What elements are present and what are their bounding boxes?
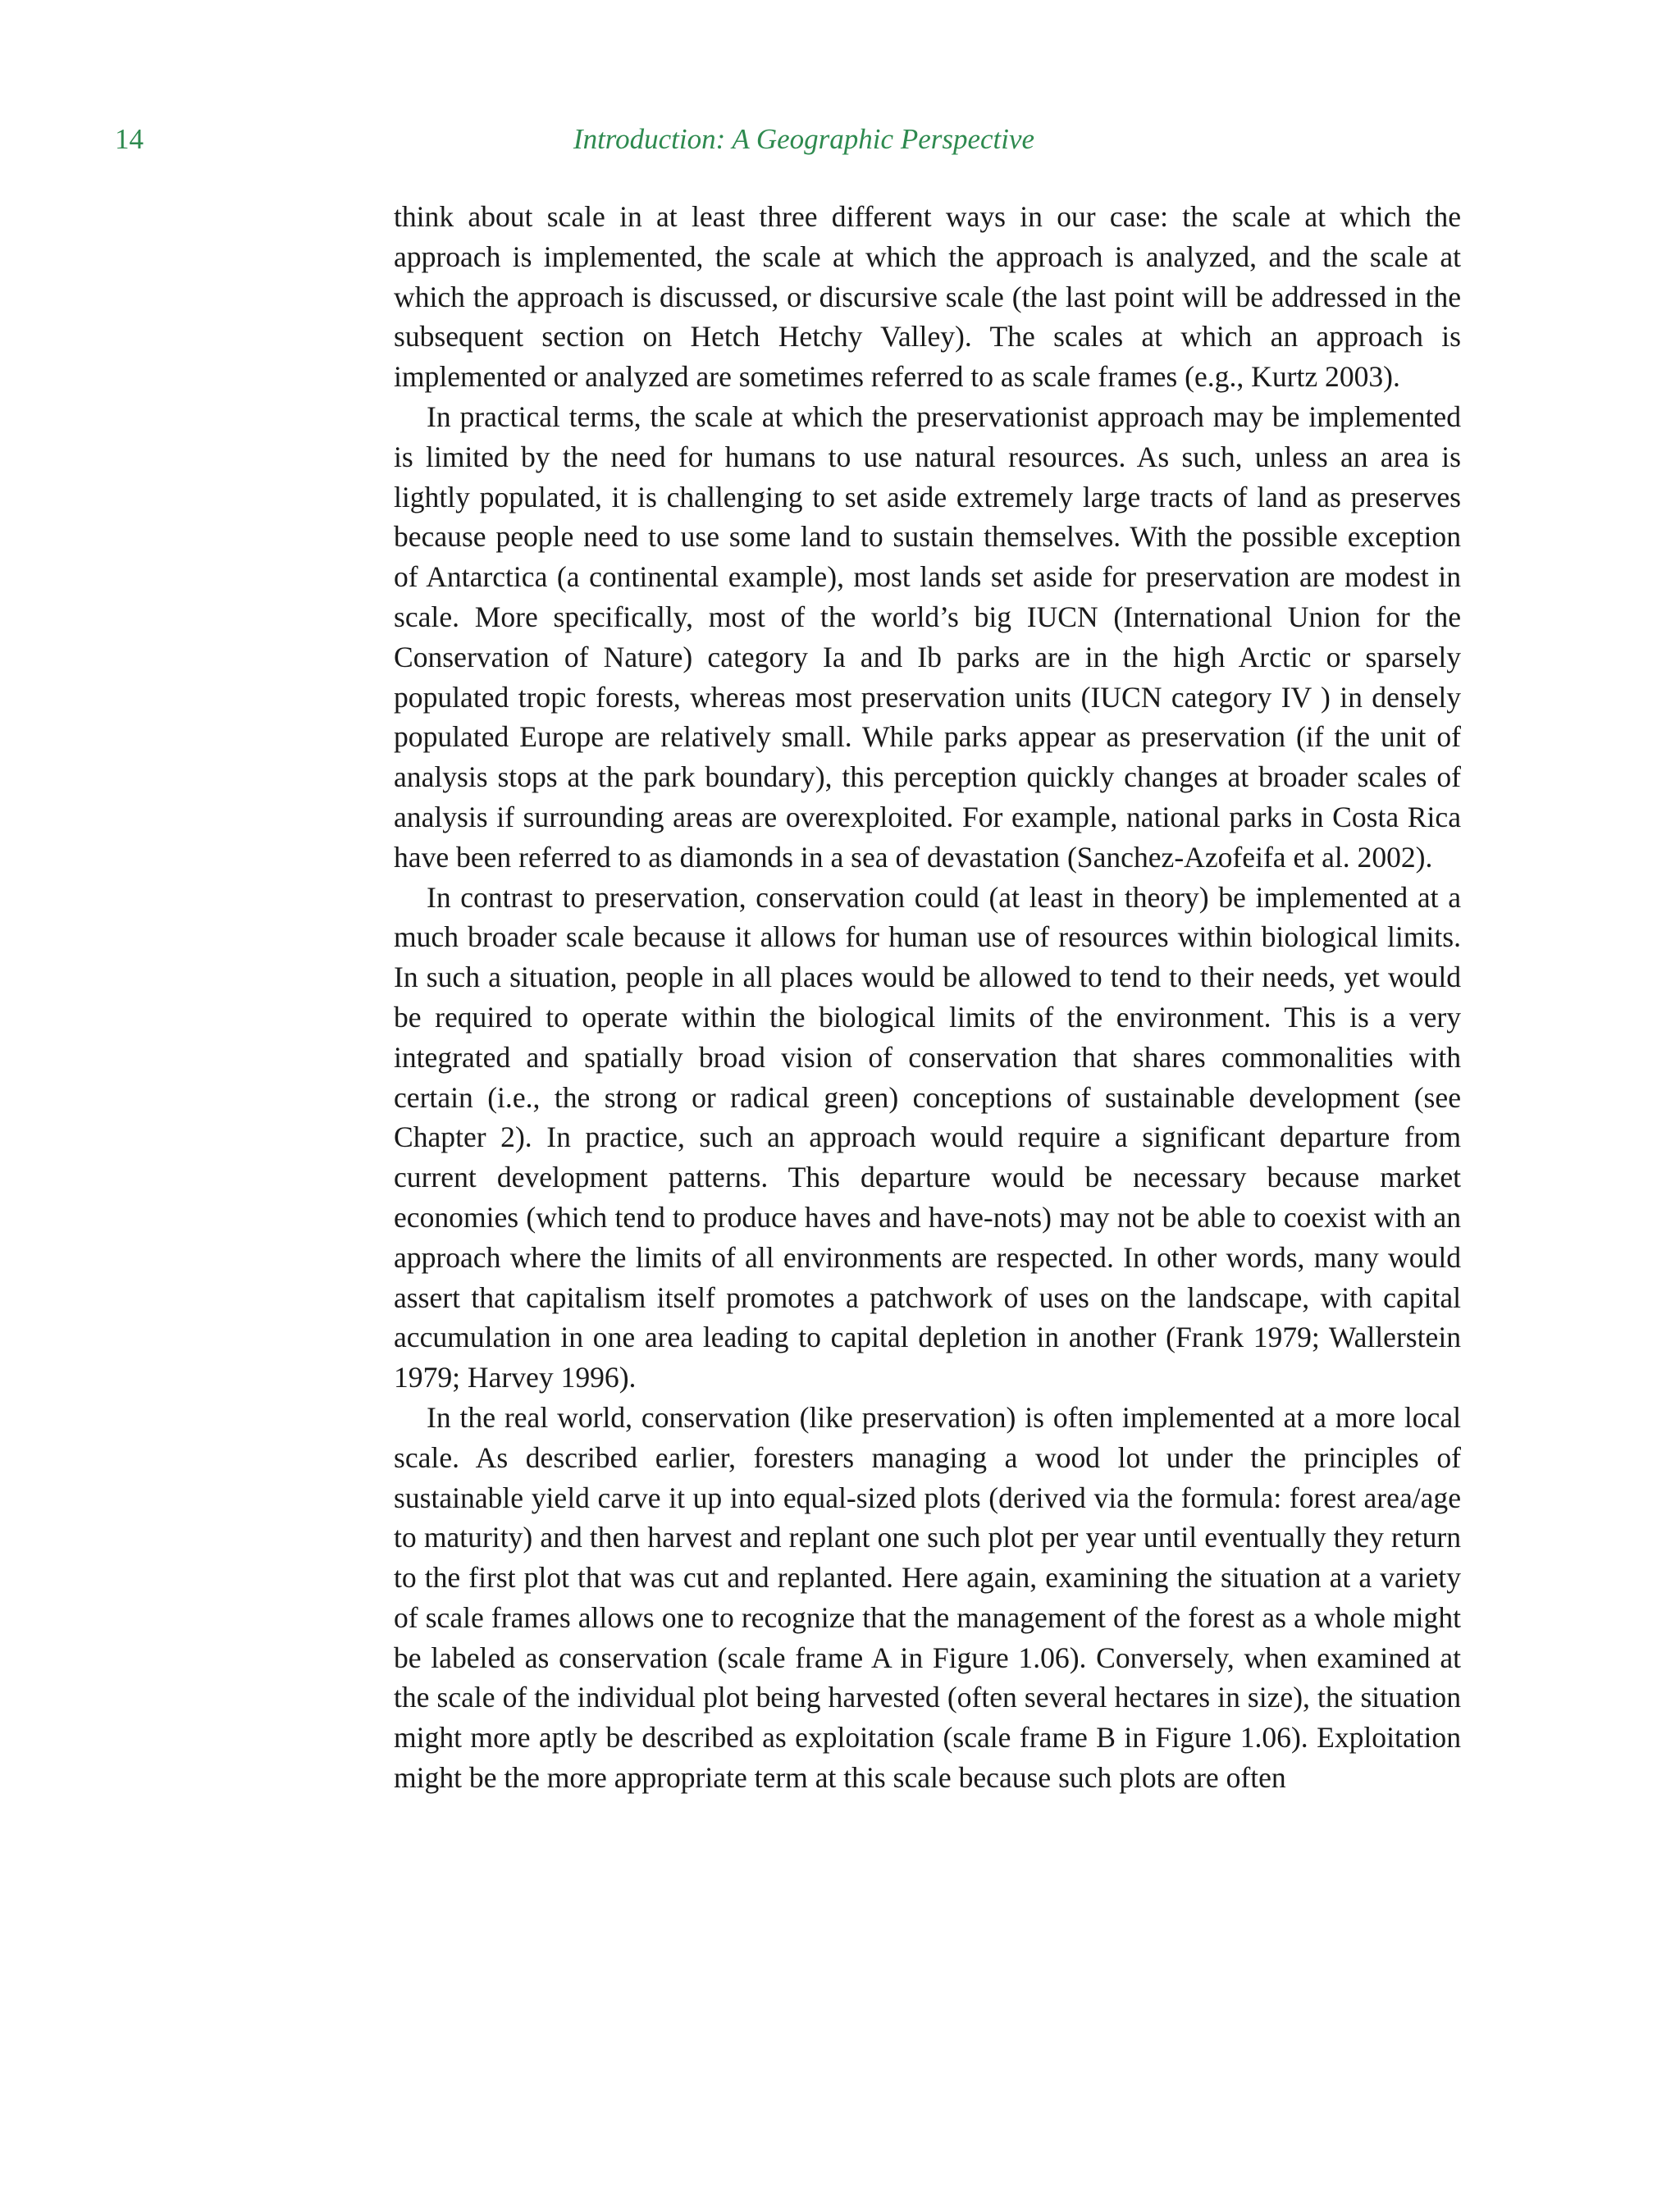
paragraph-3: In contrast to preservation, conservation could (at least in theory) be implemented at a much broader scale because it allows for human use of resources within biological limits. In such a situation, people in all places would be allowed to tend to their needs, yet would be required to operate within the biological limits of the environment. This is a very integrated and spatially broad vision of conservation that shares commonalities with certain (i.e., the strong or radical green) conceptions of sustainable development (see Chapter 2). In practice, such an approach would require a significant departure from current development patterns. This departure would be necessary because market economies (which tend to produce haves and have-nots) may not be able to coexist with an approach where the limits of all environments are respected. In other words, many would assert that capitalism itself promotes a patchwork of uses on the landscape, with capital accumulation in one area leading to capital depletion in another (Frank 1979; Wallerstein 1979; Harvey 1996). bbox=[394, 880, 1461, 1394]
page-number: 14 bbox=[115, 123, 144, 155]
running-head: Introduction: A Geographic Perspective bbox=[573, 123, 1035, 155]
paragraph-1: think about scale in at least three different ways in our case: the scale at which the approach is implemented, the scale at which the approach is analyzed, and the scale at which the approach is discussed, or discursive scale (the last point will be addressed in the subsequent section on Hetch Hetchy Valley). The scales at which an approach is implemented or analyzed are sometimes referred to as scale frames (e.g., Kurtz 2003). bbox=[394, 200, 1461, 394]
paragraph-2: In practical terms, the scale at which the preservationist approach may be implemented is limited by the need for humans to use natural resources. As such, unless an area is lightly populated, it is challenging to set aside extremely large tracts of land as preserves because people need to use some land to sustain themselves. With the possible exception of Antarctica (a continental example), most lands set aside for preservation are modest in scale. More specifically, most of the world’s big IUCN (International Union for the Conservation of Nature) category Ia and Ib parks are in the high Arctic or sparsely populated tropic forests, whereas most preservation units (IUCN category IV ) in densely populated Europe are relatively small. While parks appear as preservation (if the unit of analysis stops at the park boundary), this perception quickly changes at broader scales of analysis if surrounding areas are overexploited. For example, national parks in Costa Rica have been referred to as diamonds in a sea of devastation (Sanchez-Azofeifa et al. 2002). bbox=[394, 399, 1461, 874]
body-text bbox=[394, 197, 1461, 1798]
paragraph-4: In the real world, conservation (like preservation) is often implemented at a more local scale. As described earlier, foresters managing a wood lot under the principles of sustainable yield carve it up into equal-sized plots (derived via the formula: forest area/age to maturity) and then harvest and replant one such plot per year until eventually they return to the first plot that was cut and replanted. Here again, examining the situation at a variety of scale frames allows one to recognize that the management of the forest as a whole might be labeled as conservation (scale frame A in Figure 1.06). Conversely, when examined at the scale of the individual plot being harvested (often several hectares in size), the situation might more aptly be described as exploitation (scale frame B in Figure 1.06). Exploitation might be the more appropriate term at this scale because such plots are often bbox=[394, 1400, 1461, 1795]
